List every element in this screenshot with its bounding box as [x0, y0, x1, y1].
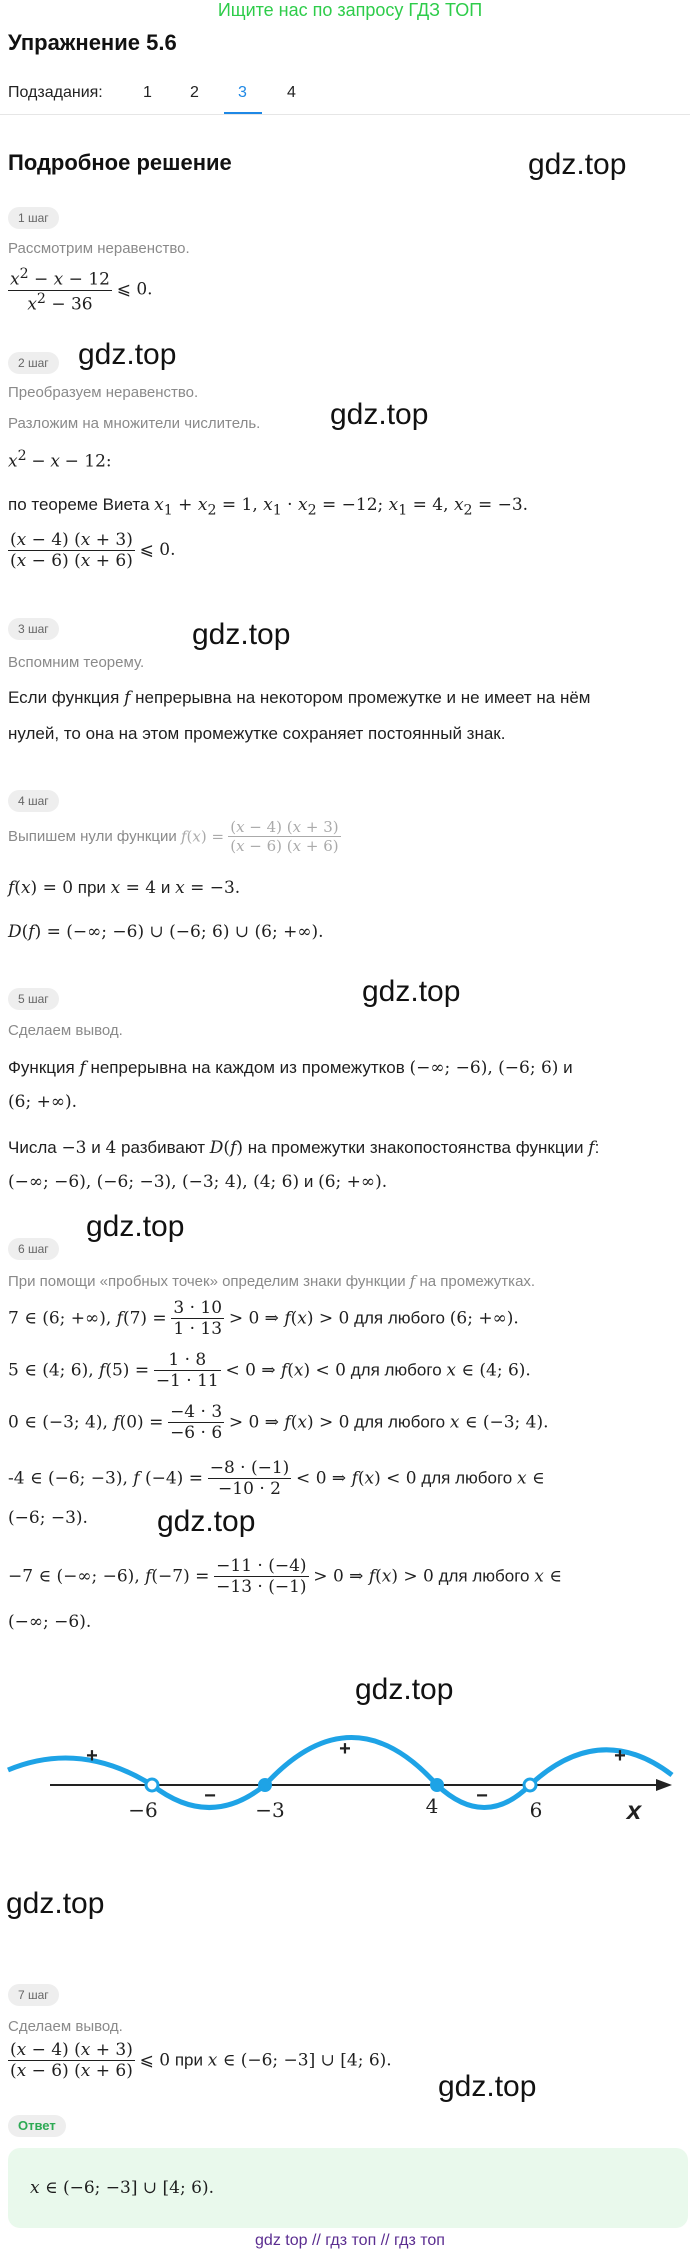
vieta-label: по теореме Виета: [8, 495, 150, 514]
test-point-5: 5 ∈ (4; 6), f(5) = $\frac{1 \cdot 8}{-1 \cdot 11}$ < 0 ⇒ f(x) < 0 для любого x ∈ (4; 6).: [8, 1350, 531, 1391]
word: на промежутки знакопостоянства функции: [247, 1138, 584, 1157]
final-inequality: $\frac{(x - 4) (x + 3)}{(x - 6) (x + 6)}$ ⩽ 0 при x ∈ (−6; −3] ∪ [4; 6).: [10, 2040, 392, 2081]
sign-label: +: [339, 1738, 351, 1760]
step-badge: 5 шаг: [8, 988, 59, 1010]
step-badge: 6 шаг: [8, 1238, 59, 1260]
search-banner: Ищите нас по запросу ГДЗ ТОП: [217, 0, 483, 20]
step-text: Сделаем вывод.: [8, 2018, 123, 2035]
factored-inequality: $\frac{(x - 4) (x + 3)}{(x - 6) (x + 6)}$ ⩽ 0.: [10, 530, 176, 571]
word: для любого: [350, 1360, 442, 1380]
sign-label: +: [614, 1745, 626, 1767]
sign-arc: [265, 1738, 437, 1786]
point-open: [524, 1779, 536, 1791]
step-text: Сделаем вывод.: [8, 1022, 123, 1039]
point-label: 6: [529, 1798, 543, 1822]
word: для любого: [421, 1468, 513, 1488]
step-text: Преобразуем неравенство.: [8, 384, 199, 401]
sign-label: +: [86, 1745, 98, 1767]
split-line-1: Числа −3 и 4 разбивают D(f) на промежутки знакопостоянства функции f:: [8, 1138, 600, 1158]
word: и: [303, 1172, 314, 1191]
step-text: Разложим на множители числитель.: [8, 415, 261, 432]
watermark: gdz.top: [438, 2070, 537, 2103]
step-text: При помощи «пробных точек» определим знаки функции f на промежутках.: [8, 1272, 536, 1290]
tab-subtask-3[interactable]: 3: [238, 84, 247, 101]
theorem-text: Если функция: [8, 688, 120, 707]
step-badge: 4 шаг: [8, 790, 59, 812]
point-filled: [431, 1779, 443, 1791]
subtasks-label: Подзадания:: [8, 84, 103, 101]
watermark: gdz.top: [6, 1887, 105, 1920]
point-open: [146, 1779, 158, 1791]
split-line-2: (−∞; −6), (−6; −3), (−3; 4), (4; 6) и (6; +∞).: [8, 1172, 388, 1192]
word: для любого: [438, 1566, 530, 1586]
point-filled: [259, 1779, 271, 1791]
numerator-formula: $x^2 - x - 12$:: [8, 448, 112, 472]
tabs-divider: [0, 114, 690, 115]
word: и: [563, 1058, 573, 1077]
watermark: gdz.top: [355, 1673, 454, 1706]
answer-value: x ∈ (−6; −3] ∪ [4; 6).: [30, 2178, 214, 2198]
step-text: Выпишем нули функции f(x) = $\frac{(x - 4) (x + 3)}{(x - 6) (x + 6)}$: [8, 818, 339, 855]
step-badge: 7 шаг: [8, 1984, 59, 2006]
answer-badge: Ответ: [8, 2115, 66, 2137]
step-text: Вспомним теорему.: [8, 654, 145, 671]
step-badge: 1 шаг: [8, 207, 59, 229]
axis-arrow: [656, 1779, 672, 1791]
word: для любого: [354, 1412, 446, 1432]
step-badge: 2 шаг: [8, 352, 59, 374]
watermark: gdz.top: [362, 975, 461, 1008]
step-badge: 3 шаг: [8, 618, 59, 640]
theorem-line-2: нулей, то она на этом промежутке сохраняет постоянный знак.: [8, 724, 506, 743]
step-text: Рассмотрим неравенство.: [8, 240, 190, 257]
theorem-text: непрерывна на некотором промежутке и не имеет на нём: [135, 688, 591, 707]
sign-arc: [530, 1750, 672, 1785]
continuity-line-2: (6; +∞).: [8, 1092, 78, 1112]
word: непрерывна на каждом из промежутков: [90, 1058, 405, 1077]
watermark: gdz.top: [330, 398, 429, 431]
word: при: [174, 2050, 203, 2070]
watermark: gdz.top: [78, 338, 177, 371]
footer-links[interactable]: gdz top // гдз топ // гдз топ: [255, 2232, 445, 2249]
zeros-line: f(x) = 0 при x = 4 и x = −3.: [8, 878, 241, 898]
point-label: −3: [255, 1798, 285, 1822]
test-point-0: 0 ∈ (−3; 4), f(0) = $\frac{-4 \cdot 3}{-6 \cdot 6}$ > 0 ⇒ f(x) > 0 для любого x ∈ (−3; 4).: [8, 1402, 549, 1443]
step-text-label: Выпишем нули функции: [8, 828, 177, 845]
test-point-minus-7-cont: (−∞; −6).: [8, 1612, 92, 1632]
number-line-diagram: [0, 1720, 700, 1860]
word: и: [160, 878, 171, 897]
solution-heading: Подробное решение: [8, 150, 232, 175]
theorem-line-1: Если функция f непрерывна на некотором промежутке и не имеет на нём: [8, 688, 591, 708]
test-point-7: 7 ∈ (6; +∞), f(7) = $\frac{3 \cdot 10}{1 \cdot 13}$ > 0 ⇒ f(x) > 0 для любого (6; +∞).: [8, 1298, 519, 1339]
sign-arc: [8, 1758, 152, 1785]
page-title: Упражнение 5.6: [8, 30, 177, 55]
test-point-minus-4-cont: (−6; −3).: [8, 1508, 88, 1528]
continuity-line-1: Функция f непрерывна на каждом из промежутков (−∞; −6), (−6; 6) и: [8, 1058, 573, 1078]
word: для любого: [354, 1308, 446, 1328]
domain-line: D(f) = (−∞; −6) ∪ (−6; 6) ∪ (6; +∞).: [8, 922, 324, 942]
word: При помощи «пробных точек» определим знаки функции: [8, 1273, 406, 1290]
test-point-minus-4: -4 ∈ (−6; −3), f (−4) = $\frac{-8 \cdot (-1)}{-10 \cdot 2}$ < 0 ⇒ f(x) < 0 для любого x ∈: [8, 1458, 545, 1499]
watermark: gdz.top: [86, 1210, 185, 1243]
word: и: [91, 1138, 101, 1157]
point-label: 4: [425, 1794, 439, 1818]
word: Числа: [8, 1138, 57, 1157]
point-label: −6: [128, 1798, 158, 1822]
word: на промежутках.: [419, 1273, 536, 1290]
word: разбивают: [121, 1138, 206, 1157]
sign-label: −: [476, 1785, 488, 1807]
sign-label: −: [204, 1785, 216, 1807]
inequality-formula: $\frac{x^2 - x - 12}{x^2 - 36}$ ⩽ 0.: [10, 266, 153, 315]
watermark: gdz.top: [157, 1505, 256, 1538]
watermark: gdz.top: [528, 148, 627, 181]
tab-subtask-4[interactable]: 4: [287, 84, 296, 101]
vieta-line: по теореме Виета $x_1 + x_2 = 1$, $x_1 \cdot x_2 = -12$; $x_1 = 4$, $x_2 = -3$.: [8, 495, 529, 519]
watermark: gdz.top: [192, 618, 291, 651]
tab-subtask-1[interactable]: 1: [143, 84, 152, 101]
word: при: [77, 878, 106, 897]
word: Функция: [8, 1058, 75, 1077]
axis-label: x: [626, 1795, 642, 1825]
test-point-minus-7: −7 ∈ (−∞; −6), f(−7) = $\frac{-11 \cdot (-4)}{-13 \cdot (-1)}$ > 0 ⇒ f(x) > 0 для любого x ∈: [8, 1556, 562, 1597]
tab-subtask-2[interactable]: 2: [190, 84, 199, 101]
